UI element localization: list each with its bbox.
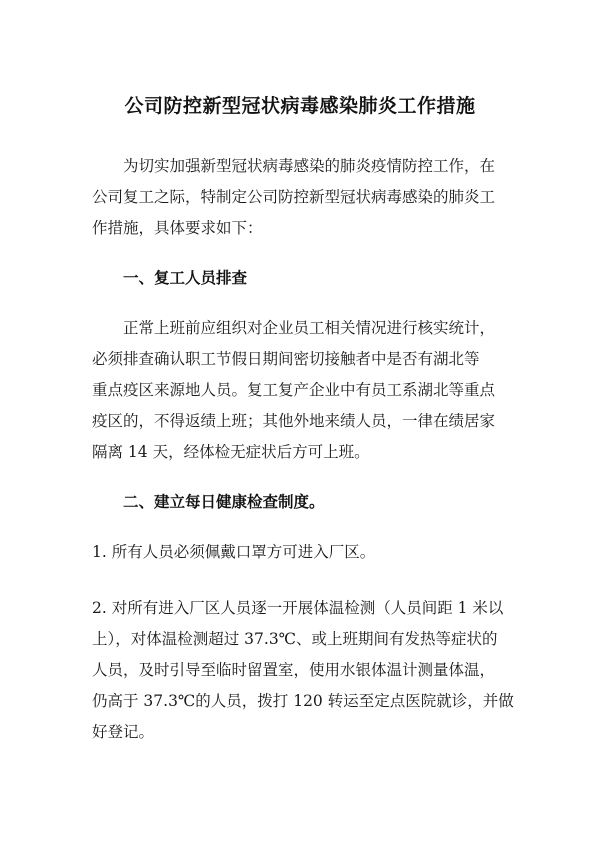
section1-line: 隔离 14 天，经体检无症状后方可上班。 xyxy=(92,443,370,461)
item2-line: 上），对体温检测超过 37.3℃、或上班期间有发热等症状的 xyxy=(92,630,498,648)
intro-paragraph xyxy=(92,151,522,244)
section1-heading: 一、复工人员排查 xyxy=(123,269,248,287)
item2-line: 2. 对所有进入厂区人员逐一开展体温检测（人员间距 1 米以 xyxy=(92,599,504,617)
section2-heading: 二、建立每日健康检查制度。 xyxy=(123,493,325,511)
section1-line: 疫区的，不得返绩上班；其他外地来绩人员，一律在绩居家 xyxy=(92,412,496,430)
intro-line: 作措施，具体要求如下： xyxy=(92,219,263,237)
section1-line: 必须排查确认职工节假日期间密切接触者中是否有湖北等 xyxy=(92,350,480,368)
document-title: 公司防控新型冠状病毒感染肺炎工作措施 xyxy=(124,95,476,117)
section1-paragraph xyxy=(92,313,522,468)
intro-line: 公司复工之际，特制定公司防控新型冠状病毒感染的肺炎工 xyxy=(92,188,496,206)
item2-line: 人员，及时引导至临时留置室，使用水银体温计测量体温， xyxy=(92,661,496,679)
section2-item1 xyxy=(92,537,522,568)
item1-line: 1. 所有人员必须佩戴口罩方可进入厂区。 xyxy=(92,543,376,561)
section2-item2 xyxy=(92,593,522,748)
intro-line: 为切实加强新型冠状病毒感染的肺炎疫情防控工作，在 xyxy=(123,157,496,175)
section1-line: 正常上班前应组织对企业员工相关情况进行核实统计， xyxy=(123,319,496,337)
section1-line: 重点疫区来源地人员。复工复产企业中有员工系湖北等重点 xyxy=(92,381,496,399)
item2-line: 仍高于 37.3℃的人员，拨打 120 转运至定点医院就诊，并做 xyxy=(92,692,514,710)
item2-line: 好登记。 xyxy=(92,723,155,741)
